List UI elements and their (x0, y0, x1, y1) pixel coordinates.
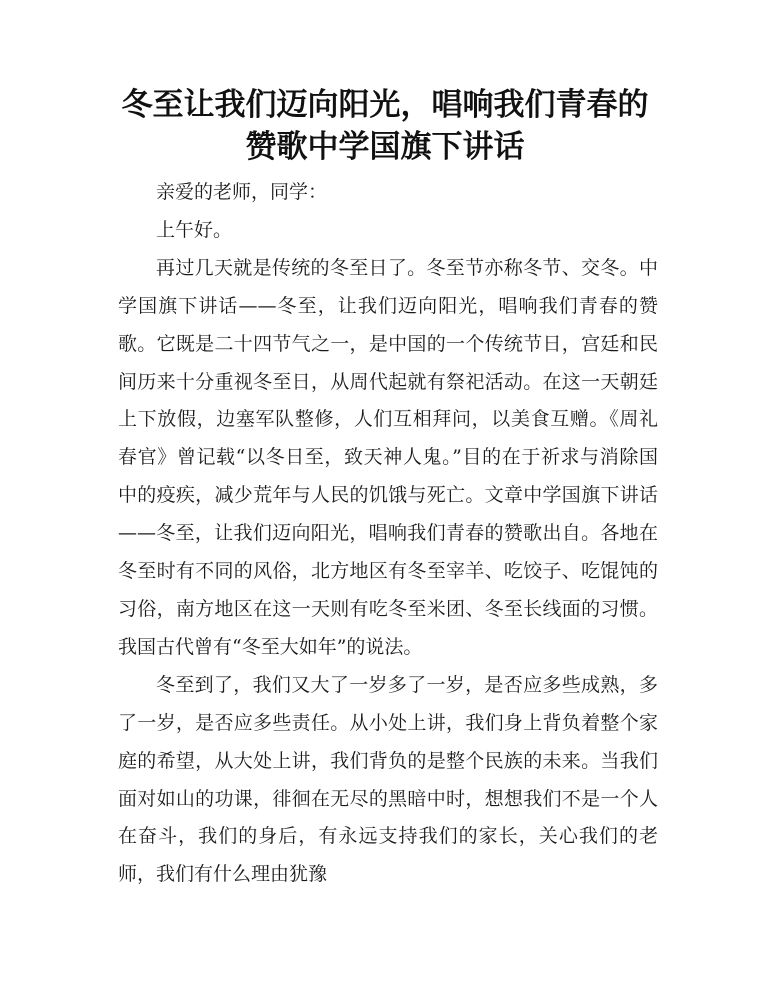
title-line-2: 赞歌中学国旗下讲话 (245, 129, 525, 165)
title-line-1: 冬至让我们迈向阳光，唱响我们青春的 (121, 87, 649, 123)
greeting: 上午好。 (156, 218, 233, 241)
document-body (118, 174, 658, 894)
salutation: 亲爱的老师，同学： (156, 181, 328, 203)
body-paragraph: 再过几天就是传统的冬至日了。冬至节亦称冬节、交冬。中学国旗下讲话——冬至，让我们迈向阳光，唱响我们青春的赞歌。它既是二十四节气之一，是中国的一个传统节日，宫廷和民间历来十分重视冬至日，从周代起就有祭祀活动。在这一天朝廷上下放假，边塞军队整修，人们互相拜问，以美食互赠。《周礼春官》曾记载“以冬日至，致天神人鬼。”目的在于祈求与消除国中的疫疾，减少荒年与人民的饥饿与死亡。文章中学国旗下讲话——冬至，让我们迈向阳光，唱响我们青春的赞歌出自。各地在冬至时有不同的风俗，北方地区有冬至宰羊、吃饺子、吃馄饨的习俗，南方地区在这一天则有吃冬至米团、冬至长线面的习惯。我国古代曾有“冬至大如年”的说法。 (118, 256, 658, 658)
body-paragraph: 冬至到了，我们又大了一岁多了一岁，是否应多些成熟，多了一岁，是否应多些责任。从小处上讲，我们身上背负着整个家庭的希望，从大处上讲，我们背负的是整个民族的未来。当我们面对如山的功课，徘徊在无尽的黑暗中时，想想我们不是一个人在奋斗，我们的身后，有永远支持我们的家长，关心我们的老师，我们有什么理由犹豫 (118, 673, 658, 886)
document-title (90, 84, 680, 168)
